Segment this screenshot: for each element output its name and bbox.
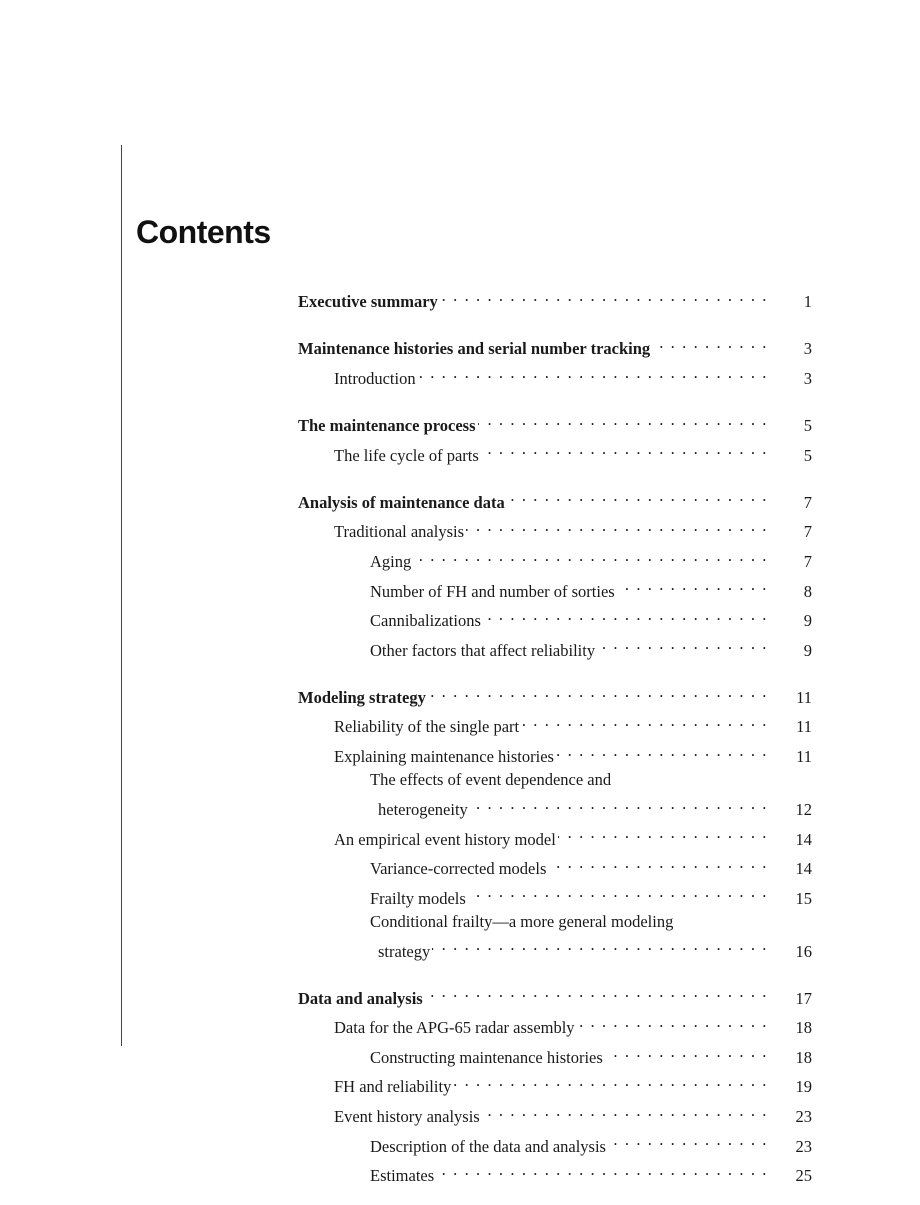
toc-entry[interactable] [298,880,812,910]
toc-entry-page-number: 5 [803,445,812,465]
dot-leader [478,408,768,431]
dot-leader [453,1069,768,1092]
toc-entry-page-number: 18 [795,1018,812,1038]
dot-leader [466,514,768,537]
toc-entry-page-number: 25 [795,1166,812,1186]
toc-entry-label: Data for the APG-65 radar assembly [334,1018,575,1038]
toc-entry-label: An empirical event history model [334,829,556,849]
toc-entry-page-number: 16 [795,941,812,961]
toc-entry[interactable] [298,821,812,851]
toc-entry-page-number: 23 [795,1107,812,1127]
toc-entry[interactable] [298,408,812,438]
toc-entry[interactable] [298,437,812,467]
toc-entry-label: Estimates [370,1166,435,1186]
dot-leader [652,331,768,354]
toc-entry-label: Cannibalizations [370,611,481,631]
toc-entry-label-line1: The effects of event dependence and [370,770,612,790]
toc-entry-label: FH and reliability [334,1077,452,1097]
dot-leader [608,1128,768,1151]
dot-leader [483,603,768,626]
toc-entry-label: Other factors that affect reliability [370,640,596,660]
toc-entry-page-number: 14 [795,859,812,879]
dot-leader [436,1158,768,1181]
page-title: Contents [136,214,271,250]
dot-leader [428,680,768,703]
toc-entry-page-number: 3 [803,339,812,359]
dot-leader [425,980,768,1003]
toc-entry[interactable] [298,573,812,603]
toc-entry-page-number: 5 [803,416,812,436]
toc-entry-label: Event history analysis [334,1107,480,1127]
toc-entry-label: Explaining maintenance histories [334,747,554,767]
dot-leader [556,739,768,762]
toc-entry-label: Introduction [334,368,416,388]
toc-entry-label: Modeling strategy [298,687,426,707]
toc-entry[interactable] [298,1128,812,1158]
table-of-contents [298,284,812,1205]
toc-entry-page-number: 11 [796,747,812,767]
toc-entry-label: Aging [370,551,412,571]
dot-leader [432,933,768,956]
toc-entry[interactable] [298,1010,812,1040]
toc-entry-page-number: 23 [795,1136,812,1156]
toc-entry-label: Data and analysis [298,988,423,1008]
toc-entry-page-number: 12 [795,799,812,819]
toc-section [298,408,812,467]
toc-entry[interactable] [298,980,812,1010]
toc-entry-label: Constructing maintenance histories [370,1047,603,1067]
toc-section [298,484,812,662]
toc-entry-label: Frailty models [370,888,466,908]
toc-entry[interactable] [298,361,812,391]
toc-entry-label: Executive summary [298,292,438,312]
toc-entry-label: Number of FH and number of sorties [370,581,615,601]
toc-entry-label: The life cycle of parts [334,445,479,465]
toc-entry[interactable] [298,910,812,963]
toc-entry-page-number: 11 [796,717,812,737]
toc-entry[interactable] [298,331,812,361]
toc-entry-page-number: 7 [803,551,812,571]
toc-entry-label-line1: Conditional frailty—a more general modeling [370,911,674,931]
toc-entry-label: Traditional analysis [334,522,465,542]
toc-entry[interactable] [298,1040,812,1070]
toc-entry-label: Variance-corrected models [370,859,547,879]
toc-entry-page-number: 18 [795,1047,812,1067]
toc-entry-page-number: 3 [803,368,812,388]
toc-entry-page-number: 15 [795,888,812,908]
dot-leader [481,437,768,460]
toc-entry[interactable] [298,484,812,514]
toc-section [298,284,812,314]
toc-entry-page-number: 7 [803,522,812,542]
dot-leader [558,821,768,844]
dot-leader [605,1040,768,1063]
toc-entry-label: The maintenance process [298,416,476,436]
dot-leader [413,544,768,567]
toc-entry-page-number: 11 [796,687,812,707]
toc-entry-page-number: 7 [803,492,812,512]
toc-section [298,680,812,963]
dot-leader [507,484,768,507]
margin-rule [121,145,122,1046]
toc-entry-page-number: 19 [795,1077,812,1097]
dot-leader [470,792,768,815]
toc-entry-page-number: 9 [803,611,812,631]
toc-entry-page-number: 14 [795,829,812,849]
toc-entry-page-number: 9 [803,640,812,660]
toc-entry[interactable] [298,851,812,881]
toc-entry[interactable] [298,632,812,662]
dot-leader [577,1010,768,1033]
toc-entry[interactable] [298,680,812,710]
toc-entry-page-number: 8 [803,581,812,601]
dot-leader [597,632,768,655]
toc-entry-label: Description of the data and analysis [370,1136,606,1156]
toc-entry-label: Reliability of the single part [334,717,520,737]
dot-leader [482,1099,768,1122]
toc-entry[interactable] [298,514,812,544]
toc-entry[interactable] [298,544,812,574]
toc-section [298,980,812,1187]
toc-entry[interactable] [298,603,812,633]
dot-leader [548,851,768,874]
toc-section [298,331,812,390]
toc-entry-page-number: 1 [803,292,812,312]
toc-entry[interactable] [298,1158,812,1188]
toc-entry[interactable] [298,768,812,821]
toc-entry-label: heterogeneity [378,799,468,819]
toc-entry-page-number: 17 [795,988,812,1008]
dot-leader [440,284,768,307]
toc-entry[interactable] [298,739,812,769]
dot-leader [617,573,768,596]
toc-entry[interactable] [298,284,812,314]
dot-leader [418,361,768,384]
toc-entry-label: strategy [378,941,431,961]
toc-entry[interactable] [298,709,812,739]
toc-entry[interactable] [298,1099,812,1129]
toc-entry-label: Maintenance histories and serial number tracking [298,339,651,359]
dot-leader [521,709,768,732]
toc-entry[interactable] [298,1069,812,1099]
dot-leader [468,880,768,903]
toc-entry-label: Analysis of maintenance data [298,492,505,512]
